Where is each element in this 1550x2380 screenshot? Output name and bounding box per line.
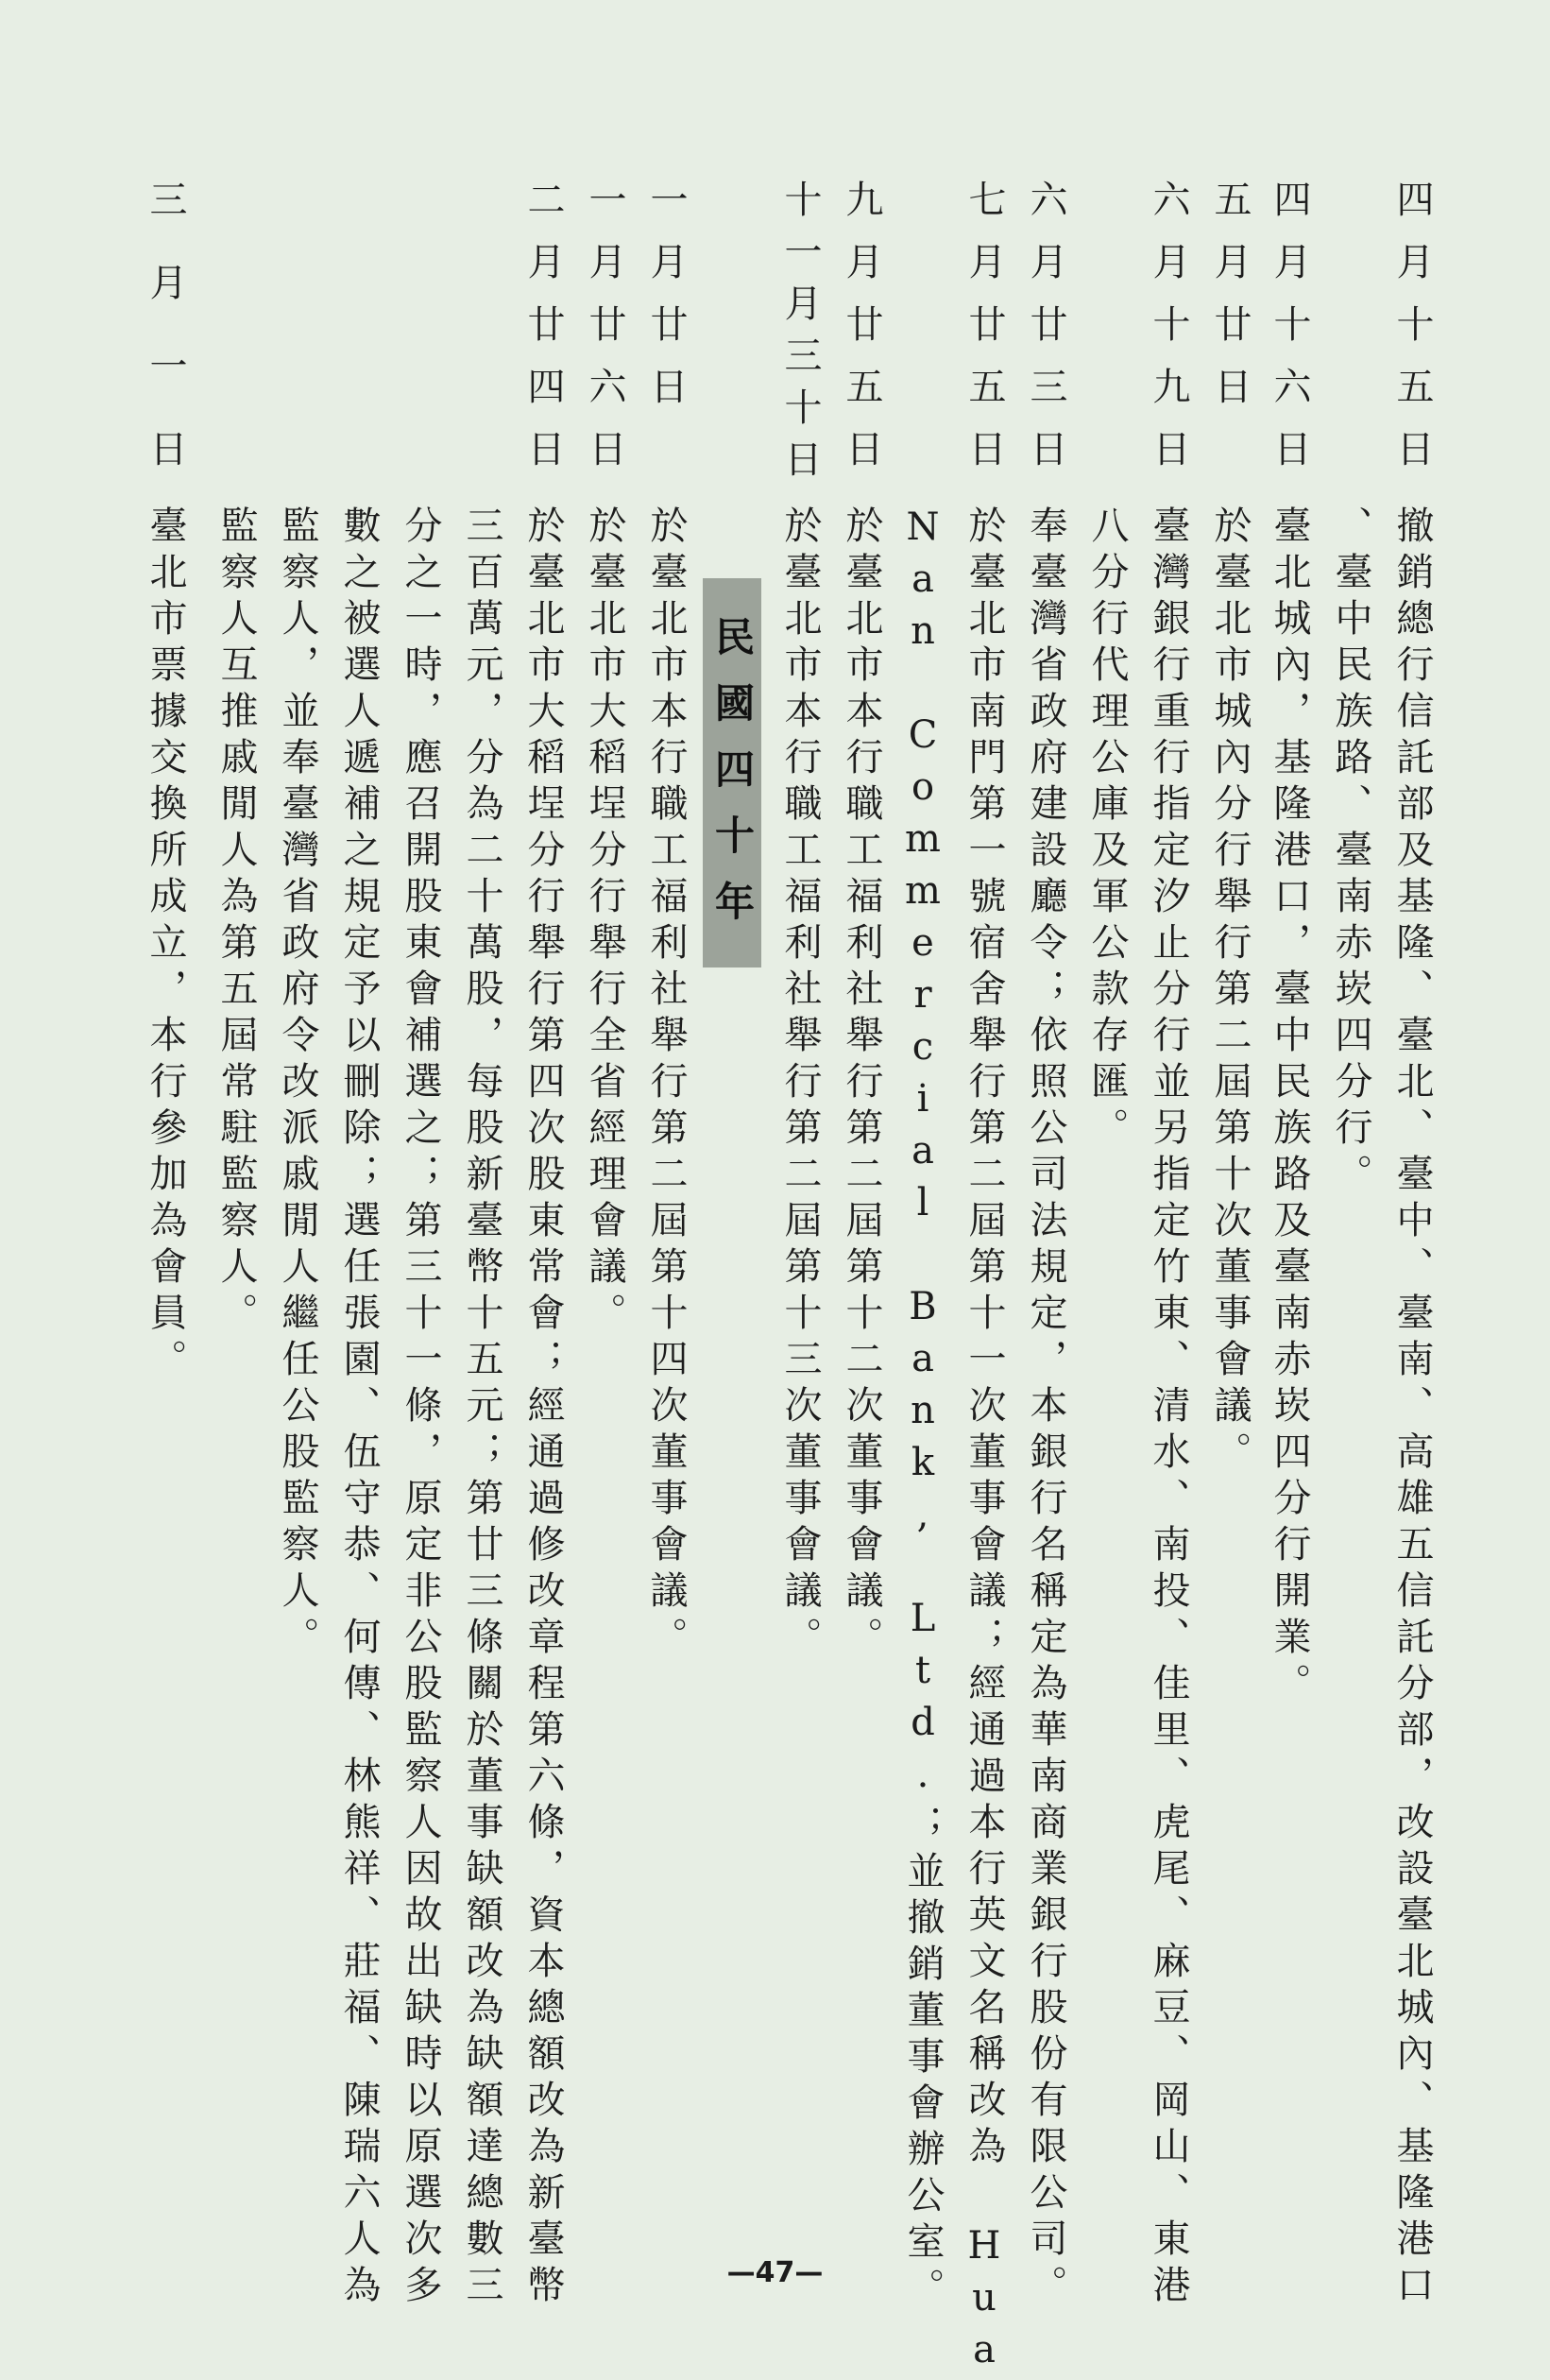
entry-text-line: 臺北市票據交換所成立，本行參加為會員。: [144, 505, 187, 1385]
entry-date: 一月廿六日: [583, 180, 626, 491]
entry-text-line: 於臺北市南門第一號宿舍舉行第二屆第十一次董事會議；經通過本行英文名稱改為 Hua: [962, 505, 1006, 2380]
entry-date: 十一月三十日: [778, 180, 822, 491]
entry-text-line: 八分行代理公庫及軍公款存匯。: [1085, 505, 1129, 1154]
entry-text-line: 數之被選人遞補之規定予以刪除；選任張園、伍守恭、何傳、林熊祥、莊福、陳瑞六人為: [337, 505, 381, 2311]
entry-date: 四月十六日: [1268, 180, 1311, 491]
entry-date: 四月十五日: [1390, 180, 1434, 491]
entry-text-line: 於臺北市本行職工福利社舉行第二屆第十三次董事會議。: [778, 505, 822, 1663]
entry-text-line: 監察人互推戚閒人為第五屆常駐監察人。: [214, 505, 258, 1339]
entry-text-line: 、臺中民族路、臺南赤崁四分行。: [1329, 505, 1372, 1200]
entry-date: 六月廿三日: [1024, 180, 1067, 491]
entry-text-line: 於臺北市大稻埕分行舉行全省經理會議。: [583, 505, 626, 1339]
entry-text-line: 於臺北市本行職工福利社舉行第二屆第十二次董事會議。: [840, 505, 883, 1663]
entry-date: 二月廿四日: [521, 180, 565, 491]
entry-text-line: 分之一時，應召開股東會補選之；第三十一條，原定非公股監察人因故出缺時以原選次多: [399, 505, 442, 2311]
entry-text-line: 三百萬元，分為二十萬股，每股新臺幣十五元；第廿三條關於董事缺額改為缺額達總數三: [460, 505, 503, 2311]
entry-text-line: 奉臺灣省政府建設廳令；依照公司法規定，本銀行名稱定為華南商業銀行股份有限公司。: [1024, 505, 1067, 2311]
entry-text-line: 臺灣銀行重行指定汐止分行並另指定竹東、清水、南投、佳里、虎尾、麻豆、岡山、東港: [1147, 505, 1190, 2311]
year-heading: 民國四十年: [703, 578, 761, 967]
entry-text-line: 監察人，並奉臺灣省政府令改派戚閒人繼任公股監察人。: [276, 505, 319, 1663]
entry-date: 九月廿五日: [840, 180, 883, 491]
entry-text-line: 於臺北市大稻埕分行舉行第四次股東常會；經通過修改章程第六條，資本總額改為新臺幣: [521, 505, 565, 2311]
entry-date: 三月一日: [144, 180, 187, 512]
entry-date: 五月廿日: [1208, 180, 1252, 429]
entry-text-line: 於臺北市城內分行舉行第二屆第十次董事會議。: [1208, 505, 1252, 1478]
entry-text-line: 撤銷總行信託部及基隆、臺北、臺中、臺南、高雄五信託分部，改設臺北城內、基隆港口: [1390, 505, 1434, 2311]
entry-date: 六月十九日: [1147, 180, 1190, 491]
entry-date: 一月廿日: [644, 180, 688, 429]
entry-date: 七月廿五日: [962, 180, 1006, 491]
entry-text-line: 臺北城內，基隆港口，臺中民族路及臺南赤崁四分行開業。: [1268, 505, 1311, 1709]
entry-text-line: 於臺北市本行職工福利社舉行第二屆第十四次董事會議。: [644, 505, 688, 1663]
entry-text-line: Nan Commercial Bank, Ltd.；並撤銷董事會辦公室。: [901, 505, 945, 2314]
page-number: —47—: [726, 2256, 824, 2289]
